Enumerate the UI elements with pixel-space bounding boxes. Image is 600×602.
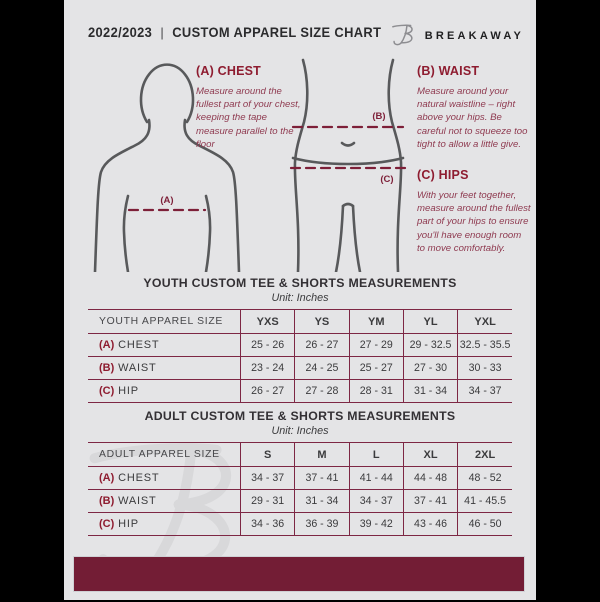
youth-section-title: YOUTH CUSTOM TEE & SHORTS MEASUREMENTS [143,276,457,290]
waistband-curve [293,158,403,164]
crotch-curve [343,204,353,206]
table-row [88,467,512,490]
cell: 37 - 41 [403,490,457,513]
row-label: (A) CHEST [88,467,241,490]
header-cell: M [295,443,349,467]
left-shoulder-arm [95,120,149,272]
table-header-row [88,310,512,334]
page-title [88,24,381,40]
cell: 34 - 37 [241,467,295,490]
right-inner-arm [206,196,210,272]
hips-guide [417,168,531,255]
header-cell: L [349,443,403,467]
cell: 36 - 39 [295,513,349,536]
row-label: (C) HIP [88,380,241,403]
cell: 25 - 26 [241,334,295,357]
waist-guide-title: (B) WAIST [417,64,480,78]
hips-guide-description: With your feet together, measure around the fullest part of your hips to ensure you'll have enough room to move comfortably. [417,190,531,254]
page-background [64,0,536,600]
table-row [88,380,512,403]
header-cell: YOUTH APPAREL SIZE [88,310,241,334]
hips-guide-title: (C) HIPS [417,168,469,182]
navel-mark [342,143,354,146]
waist-guide [417,64,531,151]
right-hip-leg-outline [389,60,401,272]
cell: 37 - 41 [295,467,349,490]
table-row [88,334,512,357]
header-cell: ADULT APPAREL SIZE [88,443,241,467]
head-outline [141,65,193,122]
measuring-guide [64,56,536,274]
chest-marker-label: (A) [160,195,174,206]
right-inner-leg [353,206,360,272]
header-cell: YM [349,310,403,334]
youth-unit-label: Unit: Inches [271,292,329,304]
header-cell: YXL [458,310,512,334]
waist-marker-label: (B) [372,111,386,122]
cell: 43 - 46 [403,513,457,536]
chest-guide-description: Measure around the fullest part of your chest, keeping the tape measure parallel to the floor [196,86,301,150]
cell: 41 - 45.5 [458,490,512,513]
adult-section-title: ADULT CUSTOM TEE & SHORTS MEASUREMENTS [144,409,456,423]
chest-guide-title: (A) CHEST [196,64,261,78]
cell: 27 - 30 [403,357,457,380]
cell: 44 - 48 [403,467,457,490]
cell: 34 - 36 [241,513,295,536]
cell: 32.5 - 35.5 [458,334,512,357]
cell: 31 - 34 [403,380,457,403]
row-label: (C) HIP [88,513,241,536]
cell: 31 - 34 [295,490,349,513]
cell: 30 - 33 [458,357,512,380]
cell: 41 - 44 [349,467,403,490]
row-label: (A) CHEST [88,334,241,357]
header-cell: 2XL [458,443,512,467]
header [64,20,536,50]
header-cell: YL [403,310,457,334]
title-year: 2022/2023 [88,24,153,40]
cell: 48 - 52 [458,467,512,490]
footer-bar [73,556,525,592]
cell: 26 - 27 [241,380,295,403]
cell: 27 - 29 [349,334,403,357]
row-label: (B) WAIST [88,357,241,380]
cell: 26 - 27 [295,334,349,357]
breakaway-b-logo-icon [391,20,418,52]
title-divider: | [160,24,164,40]
youth-size-table [88,309,512,403]
cell: 46 - 50 [458,513,512,536]
cell: 34 - 37 [458,380,512,403]
table-row [88,357,512,380]
header-cell: YS [295,310,349,334]
table-row [88,513,512,536]
cell: 25 - 27 [349,357,403,380]
table-header-row [88,443,512,467]
waist-guide-description: Measure around your natural waistline – right above your hips. Be careful not to squeeze too tight to allow a little give. [417,86,528,150]
adult-size-table [88,442,512,536]
cell: 28 - 31 [349,380,403,403]
cell: 27 - 28 [295,380,349,403]
header-cell: S [241,443,295,467]
row-label: (B) WAIST [88,490,241,513]
header-cell: YXS [241,310,295,334]
left-inner-arm [124,196,128,272]
title-text: CUSTOM APPAREL SIZE CHART [172,24,382,40]
chest-guide [196,64,306,151]
hips-marker-label: (C) [380,174,394,185]
cell: 29 - 31 [241,490,295,513]
cell: 24 - 25 [295,357,349,380]
cell: 39 - 42 [349,513,403,536]
left-inner-leg [336,206,343,272]
adult-unit-label: Unit: Inches [271,425,329,437]
cell: 29 - 32.5 [403,334,457,357]
header-cell: XL [403,443,457,467]
table-row [88,490,512,513]
brand-name: BREAKAWAY [424,30,524,42]
cell: 23 - 24 [241,357,295,380]
cell: 34 - 37 [349,490,403,513]
brand-lockup [391,20,524,52]
